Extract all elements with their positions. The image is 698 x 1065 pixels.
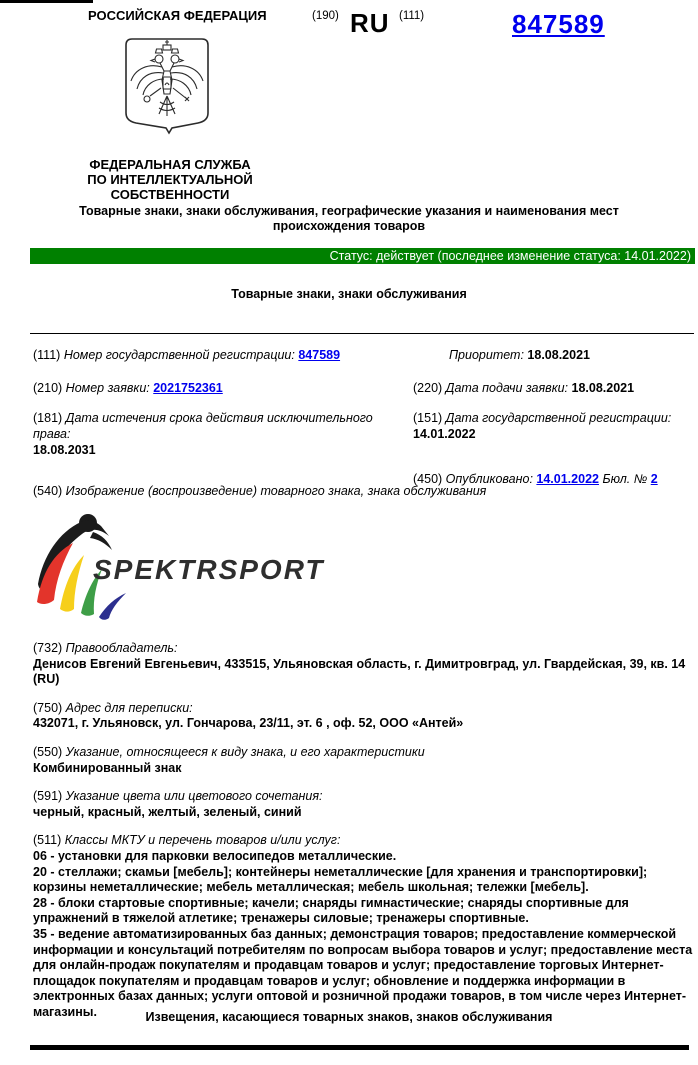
agency-line1: ФЕДЕРАЛЬНАЯ СЛУЖБА [89,157,251,172]
bottom-rule [30,1045,689,1050]
priority-label: Приоритет: [449,348,524,362]
fields-grid [33,347,695,487]
field-111 [33,347,413,363]
field-151 [413,410,695,442]
field-511-code: (511) [33,833,62,848]
document-type-title: Товарные знаки, знаки обслуживания, географические указания и наименования мест происхождения товаров [79,204,619,233]
field-550 [33,745,697,776]
field-591-code: (591) [33,789,63,804]
trademark-wordmark: SPEKTRSPORT [93,554,325,585]
top-edge-rule [0,0,93,3]
field-511 [33,833,697,1020]
field-550-label: Указание, относящееся к виду знака, и его характеристики [65,744,425,759]
bulletin-label: Бюл. № [602,472,648,486]
inid-code-190: (190) [312,10,339,22]
priority-value: 18.08.2021 [527,348,590,362]
notices-title: Извещения, касающиеся товарных знаков, знаков обслуживания [145,1010,553,1024]
field-priority [413,347,695,363]
field-750-code: (750) [33,700,63,715]
field-220-code: (220) [413,381,443,395]
field-210 [33,380,413,396]
field-540 [33,484,486,498]
field-220 [413,380,695,396]
field-732-code: (732) [33,641,63,655]
agency-line2: ПО ИНТЕЛЛЕКТУАЛЬНОЙ СОБСТВЕННОСТИ [87,172,253,202]
registration-number-link[interactable]: 847589 [512,9,605,39]
bulletin-number-link[interactable]: 2 [650,472,658,486]
nice-classes-list [33,849,697,1021]
nice-class-35: 35 - ведение автоматизированных баз данных; демонстрация товаров; предоставление коммерческой информации и консультаций потребителям по вопросам выбора товаров и услуг; предоставление места для онлайн-продаж покупателям и продавцам товаров и услуг; предоставление торговых Интернет-площадок покупателям и продавцам товаров и услуг; обновление и поддержка информации в электронных базах данных; услуги оптовой и розничной продажи товаров, в том числе через Интернет-магазины. [33,926,693,1019]
nice-class-20: 20 - стеллажи; скамьи [мебель]; контейнеры неметаллические [для хранения и транспортировки]; корзины неметаллические; мебель металлическая; мебель школьная; тележки [мебель]. [33,864,648,895]
field-181-code: (181) [33,411,63,425]
country-code: RU [350,8,390,38]
field-750-label: Адрес для переписки: [65,700,193,715]
trademark-image [35,510,455,624]
agency-name [28,157,312,202]
country-title: РОССИЙСКАЯ ФЕДЕРАЦИЯ [88,8,267,23]
mark-kind-value: Комбинированный знак [33,760,182,775]
field-450-code: (450) [413,472,443,486]
nice-class-06: 06 - установки для парковки велосипедов металлические. [33,848,397,863]
field-151-code: (151) [413,411,443,425]
field-732 [33,641,697,688]
section-title: Товарные знаки, знаки обслуживания [231,287,467,301]
field-111-code: (111) [33,348,61,362]
horizontal-rule [30,333,694,334]
field-210-label: Номер заявки: [65,381,150,395]
field-181-label: Дата истечения срока действия исключительного права: [33,411,373,441]
field-540-label: Изображение (воспроизведение) товарного знака, знака обслуживания [65,484,487,498]
field-220-label: Дата подачи заявки: [445,381,569,395]
field-111-value-link[interactable]: 847589 [298,348,341,362]
nice-class-28: 28 - блоки стартовые спортивные; качели; снаряды гимнастические; снаряды спортивные для упражнений в тяжелой атлетике; тренажеры силовые; тренажеры спортивные. [33,895,629,926]
field-511-label: Классы МКТУ и перечень товаров и/или услуг: [64,833,341,848]
rightholder-value: Денисов Евгений Евгеньевич, 433515, Ульяновская область, г. Димитровград, ул. Гвардейская, 39, кв. 14 (RU) [33,656,686,687]
inid-code-111-top: (111) [399,10,425,22]
coat-of-arms-icon [121,36,213,138]
field-181 [33,410,413,458]
status-bar: Статус: действует (последнее изменение статуса: 14.01.2022) [30,248,695,264]
field-540-code: (540) [33,484,63,498]
field-181-value: 18.08.2031 [33,443,96,457]
field-151-value: 14.01.2022 [413,427,476,441]
detail-blocks [33,641,697,1033]
field-591-label: Указание цвета или цветового сочетания: [65,789,323,804]
field-750 [33,701,697,732]
field-151-label: Дата государственной регистрации: [445,411,672,425]
correspondence-address-value: 432071, г. Ульяновск, ул. Гончарова, 23/11, эт. 6 , оф. 52, ООО «Антей» [33,716,464,731]
publication-date-link[interactable]: 14.01.2022 [536,472,599,486]
field-210-code: (210) [33,381,63,395]
field-450-label: Опубликовано: [445,472,533,486]
field-210-value-link[interactable]: 2021752361 [153,381,223,395]
field-550-code: (550) [33,744,63,759]
colors-value: черный, красный, желтый, зеленый, синий [33,804,302,819]
field-220-value: 18.08.2021 [571,381,635,395]
field-591 [33,789,697,820]
field-111-label: Номер государственной регистрации: [63,348,295,362]
field-732-label: Правообладатель: [65,641,178,655]
